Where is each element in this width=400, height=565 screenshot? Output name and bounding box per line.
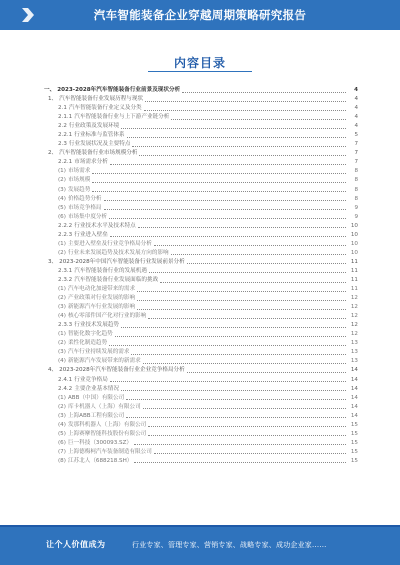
toc-entry-page: 8 bbox=[354, 177, 358, 184]
toc-entry-number: (1) bbox=[58, 286, 66, 293]
toc-entry-page: 9 bbox=[354, 204, 358, 211]
toc-entry-page: 15 bbox=[350, 430, 358, 437]
toc-entry[interactable] bbox=[44, 394, 358, 403]
toc-entry-title: 发展趋势 bbox=[67, 186, 91, 193]
toc-entry-page: 8 bbox=[354, 168, 358, 175]
toc-entry-title: 行业进入壁垒 bbox=[74, 231, 108, 238]
toc-entry-title: 行业未来发展趋势及技术发展方向的影响 bbox=[67, 249, 169, 256]
toc-entry-title: 库卡机器人（上海）有限公司 bbox=[67, 403, 141, 410]
toc-entry-title: 行业发展状况及主要特点 bbox=[68, 141, 131, 148]
toc-entry-title: 汽车智能装备行业市场规模分析 bbox=[59, 150, 138, 157]
toc-entry-page: 10 bbox=[350, 231, 358, 238]
toc-dot-leader bbox=[171, 118, 346, 120]
toc-entry-page: 7 bbox=[354, 150, 358, 157]
toc-dot-leader bbox=[154, 244, 346, 246]
toc-entry-title: 2023-2028年汽车智能装备行业前景及现状分析 bbox=[57, 87, 181, 94]
toc-entry-page: 14 bbox=[350, 394, 358, 401]
toc-entry-title: 2023-2028年中国汽车智能装备行业发展前景分析 bbox=[59, 258, 185, 265]
toc-entry[interactable] bbox=[44, 86, 358, 95]
toc-entry-page: 13 bbox=[350, 349, 358, 356]
toc-dot-leader bbox=[137, 299, 346, 301]
toc-entry[interactable] bbox=[44, 95, 358, 104]
toc-entry-number: (4) bbox=[58, 195, 66, 202]
toc-entry[interactable] bbox=[44, 258, 358, 267]
toc-dot-leader bbox=[109, 344, 346, 346]
toc-dot-leader bbox=[134, 443, 346, 445]
toc-entry-number: (3) bbox=[58, 304, 66, 311]
toc-entry[interactable] bbox=[44, 403, 358, 412]
toc-entry[interactable] bbox=[44, 195, 358, 204]
toc-entry[interactable] bbox=[44, 204, 358, 213]
toc-dot-leader bbox=[182, 91, 346, 93]
toc-entry[interactable] bbox=[44, 131, 358, 140]
toc-entry[interactable] bbox=[44, 140, 358, 149]
toc-entry-number: (4) bbox=[58, 313, 66, 320]
toc-entry-number: 2.3.1 bbox=[58, 267, 73, 274]
toc-entry-title: 汽车智能装备行业的发展机遇 bbox=[74, 267, 147, 274]
toc-dot-leader bbox=[110, 380, 346, 382]
toc-entry[interactable] bbox=[44, 366, 358, 375]
toc-entry-number: (5) bbox=[58, 430, 66, 437]
toc-entry[interactable] bbox=[44, 357, 358, 366]
toc-dot-leader bbox=[126, 416, 346, 418]
toc-entry-title: 市场需求 bbox=[67, 168, 91, 175]
toc-entry[interactable] bbox=[44, 457, 358, 466]
toc-dot-leader bbox=[126, 398, 346, 400]
toc-entry-title: 行业政策及发展环境 bbox=[68, 123, 120, 130]
toc-dot-leader bbox=[139, 154, 346, 156]
toc-entry-page: 7 bbox=[354, 159, 358, 166]
toc-entry[interactable] bbox=[44, 285, 358, 294]
toc-entry-title: 发那科机器人（上海）有限公司 bbox=[67, 421, 147, 428]
toc-entry-title: 行业技术水平及技术特点 bbox=[74, 222, 136, 229]
toc-entry-page: 8 bbox=[354, 186, 358, 193]
toc-dot-leader bbox=[110, 235, 346, 237]
toc-entry-title: 上海德梅柯汽车装备制造有限公司 bbox=[67, 448, 152, 455]
toc-entry[interactable] bbox=[44, 240, 358, 249]
toc-entry-number: (1) bbox=[58, 168, 66, 175]
toc-entry-number: (1) bbox=[58, 331, 66, 338]
toc-entry-number: (3) bbox=[58, 349, 66, 356]
toc-entry-page: 15 bbox=[350, 421, 358, 428]
toc-entry-page: 4 bbox=[354, 123, 358, 130]
toc-entry[interactable] bbox=[44, 385, 358, 394]
toc-entry-title: 市场规模 bbox=[67, 177, 91, 184]
toc-entry-number: 2.1 bbox=[58, 105, 67, 112]
toc-entry-page: 15 bbox=[350, 439, 358, 446]
toc-entry-number: 4、 bbox=[48, 367, 58, 374]
toc-entry-title: 巨一科技（300093.SZ） bbox=[67, 439, 133, 446]
toc-entry-number: (3) bbox=[58, 412, 66, 419]
toc-dot-leader bbox=[148, 317, 346, 319]
toc-entry-number: 2.3 bbox=[58, 141, 67, 148]
toc-entry-number: 2.2.2 bbox=[58, 222, 73, 229]
toc-entry-page: 4 bbox=[354, 96, 358, 103]
toc-entry[interactable] bbox=[44, 430, 358, 439]
toc-entry-number: 2.4.1 bbox=[58, 376, 73, 383]
toc-entry-number: 2.2 bbox=[58, 123, 67, 130]
toc-entry[interactable] bbox=[44, 312, 358, 321]
toc-entry-page: 4 bbox=[354, 105, 358, 112]
toc-entry-page: 11 bbox=[350, 286, 358, 293]
toc-entry[interactable] bbox=[44, 158, 358, 167]
toc-entry-number: 2.3.3 bbox=[58, 322, 73, 329]
toc-entry-number: (6) bbox=[58, 213, 66, 220]
toc-entry-number: (4) bbox=[58, 358, 66, 365]
toc-entry-number: (2) bbox=[58, 295, 66, 302]
toc-entry-title: 汽车智能装备行业与上下游产业链分析 bbox=[74, 114, 170, 121]
toc-dot-leader bbox=[144, 109, 346, 111]
toc-dot-leader bbox=[127, 136, 346, 138]
toc-heading: 内容目录 bbox=[173, 56, 226, 70]
toc-entry-title: 市场需求分析 bbox=[74, 159, 108, 166]
toc-entry-title: 汽车行业持续发展的需求 bbox=[67, 349, 130, 356]
toc-entry-title: 上海ABB工程有限公司 bbox=[67, 412, 125, 419]
toc-dot-leader bbox=[145, 100, 346, 102]
toc-entry-page: 13 bbox=[350, 358, 358, 365]
toc-dot-leader bbox=[109, 217, 346, 219]
toc-entry[interactable] bbox=[44, 321, 358, 330]
toc-dot-leader bbox=[138, 226, 346, 228]
toc-entry-title: 主要进入壁垒及行业竞争格局分析 bbox=[67, 240, 152, 247]
toc-entry[interactable] bbox=[44, 439, 358, 448]
toc-entry[interactable] bbox=[44, 231, 358, 240]
toc-entry-number: (2) bbox=[58, 177, 66, 184]
toc-entry[interactable] bbox=[44, 276, 358, 285]
toc-entry-title: 行业技术发展趋势 bbox=[74, 322, 119, 329]
toc-entry-title: 江苏北人（688218.SH） bbox=[67, 457, 133, 464]
toc-entry-page: 4 bbox=[354, 114, 358, 121]
page-header bbox=[0, 0, 400, 30]
toc-entry-page: 11 bbox=[350, 267, 358, 274]
toc-entry-page: 4 bbox=[354, 87, 358, 94]
toc-entry-title: 上海赛摩智能科技股份有限公司 bbox=[67, 430, 147, 437]
toc-entry-title: 行业竞争格局 bbox=[74, 376, 108, 383]
toc-entry[interactable] bbox=[44, 330, 358, 339]
toc-entry-number: (4) bbox=[58, 421, 66, 428]
toc-entry-number: (6) bbox=[58, 439, 66, 446]
toc-dot-leader bbox=[121, 326, 346, 328]
toc-dot-leader bbox=[92, 172, 346, 174]
toc-dot-leader bbox=[187, 262, 346, 264]
toc-entry-page: 15 bbox=[350, 448, 358, 455]
toc-entry-page: 9 bbox=[354, 213, 358, 220]
toc-dot-leader bbox=[154, 452, 346, 454]
toc-entry-number: (2) bbox=[58, 403, 66, 410]
toc-entry-title: 汽车智能装备行业发展历程与现状 bbox=[59, 96, 144, 103]
toc-entry-title: 汽车智能装备行业发展面临的挑战 bbox=[74, 277, 159, 283]
toc-dot-leader bbox=[132, 145, 346, 147]
toc-entry-number: 1、 bbox=[48, 96, 58, 103]
toc-heading-underline bbox=[148, 71, 252, 72]
toc-entry-title: 柔性化制造趋势 bbox=[67, 340, 108, 347]
toc-entry-page: 12 bbox=[350, 313, 358, 320]
toc-entry-title: 核心零部件国产化对行业的影响 bbox=[67, 313, 147, 320]
toc-entry-title: 汽车智能装备行业定义及分类 bbox=[68, 105, 142, 112]
toc-entry-page: 14 bbox=[350, 385, 358, 392]
toc-entry-page: 11 bbox=[350, 258, 358, 265]
toc-entry[interactable] bbox=[44, 213, 358, 222]
toc-entry[interactable] bbox=[44, 303, 358, 312]
toc-entry-number: (5) bbox=[58, 204, 66, 211]
toc-entry[interactable] bbox=[44, 339, 358, 348]
toc-entry[interactable] bbox=[44, 412, 358, 421]
toc-entry-page: 12 bbox=[350, 331, 358, 338]
toc-entry-number: 一、 bbox=[44, 87, 56, 94]
toc-entry[interactable] bbox=[44, 448, 358, 457]
toc-entry-title: 行业标准与监管体系 bbox=[74, 132, 125, 139]
toc-entry-number: (3) bbox=[58, 186, 66, 193]
toc-dot-leader bbox=[92, 190, 346, 192]
toc-entry-page: 5 bbox=[354, 132, 358, 139]
toc-entry-page: 14 bbox=[350, 403, 358, 410]
toc-dot-leader bbox=[187, 371, 346, 373]
footer-logo-text: 让个人价值成为 bbox=[46, 540, 106, 549]
toc-entry-page: 13 bbox=[350, 340, 358, 347]
toc-dot-leader bbox=[137, 290, 346, 292]
toc-entry-number: (2) bbox=[58, 340, 66, 347]
toc-entry[interactable] bbox=[44, 122, 358, 131]
footer-slogan: 行业专家、管理专家、营销专家、战略专家、成功企业家...... bbox=[132, 541, 327, 549]
toc-entry-number: (8) bbox=[58, 457, 66, 464]
toc-entry-number: (1) bbox=[58, 394, 66, 401]
toc-dot-leader bbox=[160, 281, 346, 283]
toc-dot-leader bbox=[148, 425, 346, 427]
toc-entry-title: 主要企业基本情况 bbox=[74, 385, 119, 392]
toc-entry-title: 智能化数字化趋势 bbox=[67, 331, 113, 338]
toc-entry-page: 14 bbox=[350, 376, 358, 383]
toc-dot-leader bbox=[143, 362, 346, 364]
report-title: 汽车智能装备企业穿越周期策略研究报告 bbox=[93, 8, 307, 22]
toc-entry-page: 8 bbox=[354, 195, 358, 202]
toc-entry-number: (1) bbox=[58, 240, 66, 247]
toc-entry-page: 14 bbox=[350, 412, 358, 419]
toc-entry[interactable] bbox=[44, 104, 358, 113]
page-footer bbox=[0, 525, 400, 565]
toc-dot-leader bbox=[134, 461, 346, 463]
toc-entry-page: 10 bbox=[350, 240, 358, 247]
toc-entry-page: 7 bbox=[354, 141, 358, 148]
toc-entry-page: 12 bbox=[350, 295, 358, 302]
toc-entry-title: ABB（中国）有限公司 bbox=[67, 394, 125, 401]
toc-entry-number: 2、 bbox=[48, 150, 58, 157]
toc-entry-number: (7) bbox=[58, 448, 66, 455]
toc-entry-title: 市场竞争格局 bbox=[67, 204, 102, 211]
toc-dot-leader bbox=[143, 407, 346, 409]
toc-entry-number: 2.4.2 bbox=[58, 385, 73, 392]
toc-dot-leader bbox=[137, 308, 346, 310]
toc-entry-title: 产业政策对行业发展的影响 bbox=[67, 295, 136, 302]
toc-entry-title: 汽车电动化加速带来的需求 bbox=[67, 286, 136, 293]
toc-entry-number: 3、 bbox=[48, 258, 58, 265]
toc-entry-title: 市场集中度分析 bbox=[67, 213, 108, 220]
toc-entry-title: 新能源汽车行业发展的影响 bbox=[67, 304, 136, 311]
toc-entry[interactable] bbox=[44, 376, 358, 385]
toc-entry[interactable] bbox=[44, 113, 358, 122]
toc-entry-page: 11 bbox=[350, 277, 358, 283]
toc-entry[interactable] bbox=[44, 348, 358, 357]
toc-dot-leader bbox=[149, 271, 346, 273]
toc-dot-leader bbox=[115, 335, 346, 337]
toc-entry-page: 10 bbox=[350, 222, 358, 229]
toc-dot-leader bbox=[131, 353, 346, 355]
toc-dot-leader bbox=[104, 199, 346, 201]
toc-entry-title: 2023-2028年汽车智能装备行业企业竞争格局分析 bbox=[59, 367, 185, 374]
toc-dot-leader bbox=[110, 163, 346, 165]
toc-dot-leader bbox=[121, 389, 346, 391]
toc-dot-leader bbox=[148, 434, 346, 436]
toc-entry[interactable] bbox=[44, 149, 358, 158]
toc-entry[interactable] bbox=[44, 222, 358, 231]
toc-dot-leader bbox=[104, 208, 346, 210]
table-of-contents bbox=[44, 86, 358, 466]
toc-entry-page: 12 bbox=[350, 304, 358, 311]
footer-stripe bbox=[0, 525, 400, 527]
toc-entry[interactable] bbox=[44, 249, 358, 258]
toc-entry-page: 15 bbox=[350, 457, 358, 464]
toc-dot-leader bbox=[121, 127, 346, 129]
toc-entry-title: 价格趋势分析 bbox=[67, 195, 102, 202]
toc-entry-number: 2.2.3 bbox=[58, 231, 73, 238]
toc-dot-leader bbox=[171, 253, 346, 255]
toc-entry[interactable] bbox=[44, 167, 358, 176]
toc-entry[interactable] bbox=[44, 176, 358, 185]
toc-dot-leader bbox=[92, 181, 346, 183]
toc-entry[interactable] bbox=[44, 421, 358, 430]
toc-entry-page: 14 bbox=[350, 367, 358, 374]
toc-entry-number: (2) bbox=[58, 249, 66, 256]
toc-entry[interactable] bbox=[44, 294, 358, 303]
toc-entry-page: 12 bbox=[350, 322, 358, 329]
toc-entry[interactable] bbox=[44, 186, 358, 195]
toc-entry-number: 2.1.1 bbox=[58, 114, 73, 121]
toc-entry-number: 2.2.1 bbox=[58, 132, 73, 139]
toc-entry-title: 新能源汽车发展带来的新需求 bbox=[67, 358, 141, 365]
toc-entry-number: 2.2.1 bbox=[58, 159, 73, 166]
toc-entry-number: 2.3.2 bbox=[58, 277, 73, 283]
toc-entry[interactable] bbox=[44, 267, 358, 276]
toc-entry-page: 10 bbox=[350, 249, 358, 256]
